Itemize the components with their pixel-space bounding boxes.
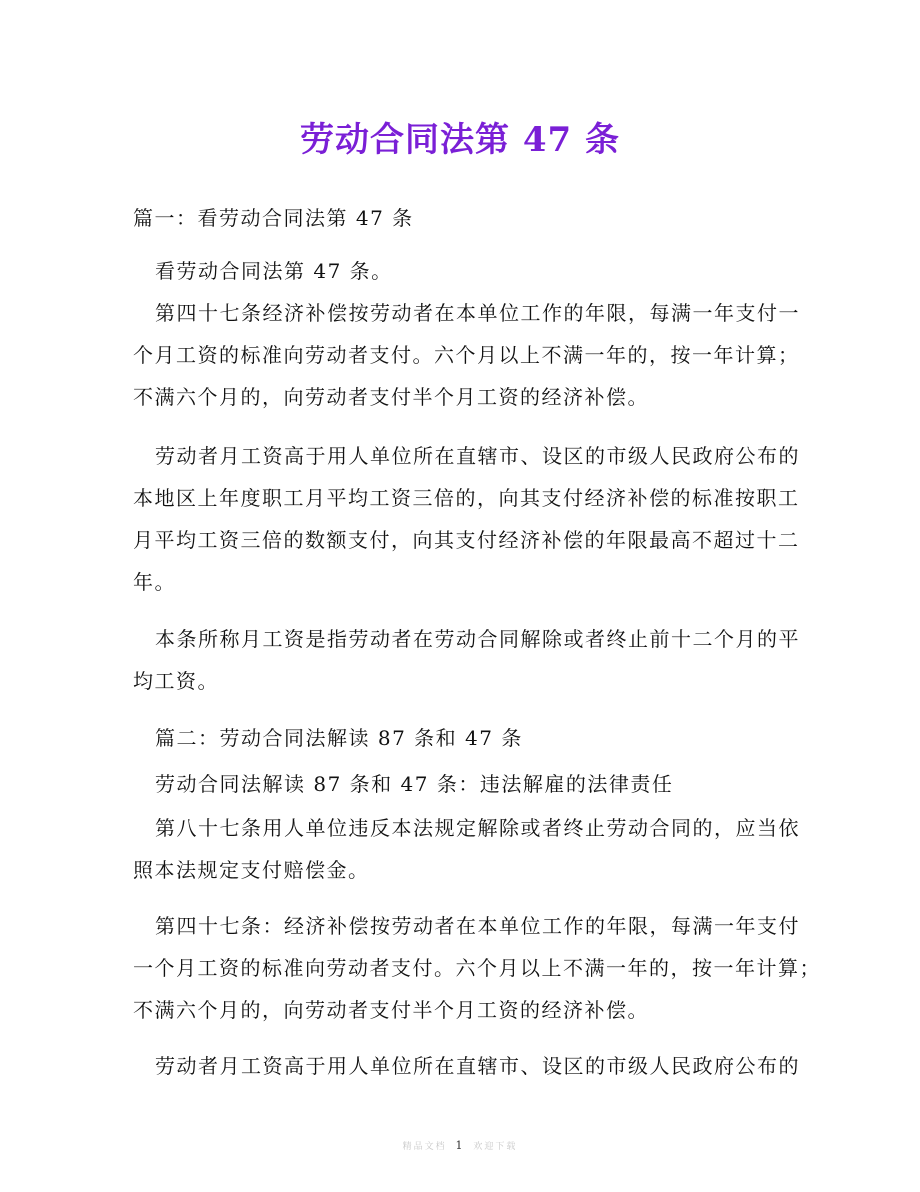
paragraph-line: 不满六个月的，向劳动者支付半个月工资的经济补偿。: [133, 998, 649, 1022]
footer-left-text: 精品文档: [402, 1142, 447, 1152]
page-footer: [0, 1139, 920, 1152]
paragraph-line: 不满六个月的，向劳动者支付半个月工资的经济补偿。: [133, 385, 649, 409]
footer-right-text: 欢迎下载: [473, 1142, 518, 1152]
page-number: 1: [455, 1139, 465, 1152]
paragraph-line: 本地区上年度职工月平均工资三倍的，向其支付经济补偿的标准按职工: [133, 486, 800, 510]
paragraph-line: 月平均工资三倍的数额支付，向其支付经济补偿的年限最高不超过十二: [133, 528, 800, 552]
paragraph-line: 照本法规定支付赔偿金。: [133, 858, 370, 882]
paragraph-line: 年。: [133, 570, 176, 594]
paragraph-line: 劳动者月工资高于用人单位所在直辖市、设区的市级人民政府公布的: [155, 1054, 800, 1078]
paragraph-line: 本条所称月工资是指劳动者在劳动合同解除或者终止前十二个月的平: [155, 627, 800, 651]
paragraph-line: 个月工资的标准向劳动者支付。六个月以上不满一年的，按一年计算；: [133, 343, 800, 367]
paragraph-line: 劳动合同法解读 87 条和 47 条：违法解雇的法律责任: [155, 772, 674, 796]
paragraph-line: 劳动者月工资高于用人单位所在直辖市、设区的市级人民政府公布的: [155, 444, 800, 468]
paragraph-line: 第四十七条经济补偿按劳动者在本单位工作的年限，每满一年支付一: [155, 301, 800, 325]
page-title: 劳动合同法第 47 条: [300, 120, 620, 160]
paragraph-line: 第四十七条：经济补偿按劳动者在本单位工作的年限，每满一年支付: [155, 914, 800, 938]
section-heading: 篇二：劳动合同法解读 87 条和 47 条: [155, 726, 523, 750]
paragraph-line: 均工资。: [133, 669, 219, 693]
paragraph-line: 看劳动合同法第 47 条。: [155, 259, 393, 283]
paragraph-line: 第八十七条用人单位违反本法规定解除或者终止劳动合同的，应当依: [155, 816, 800, 840]
paragraph-line: 一个月工资的标准向劳动者支付。六个月以上不满一年的，按一年计算；: [133, 956, 821, 980]
section-heading: 篇一：看劳动合同法第 47 条: [133, 206, 414, 230]
